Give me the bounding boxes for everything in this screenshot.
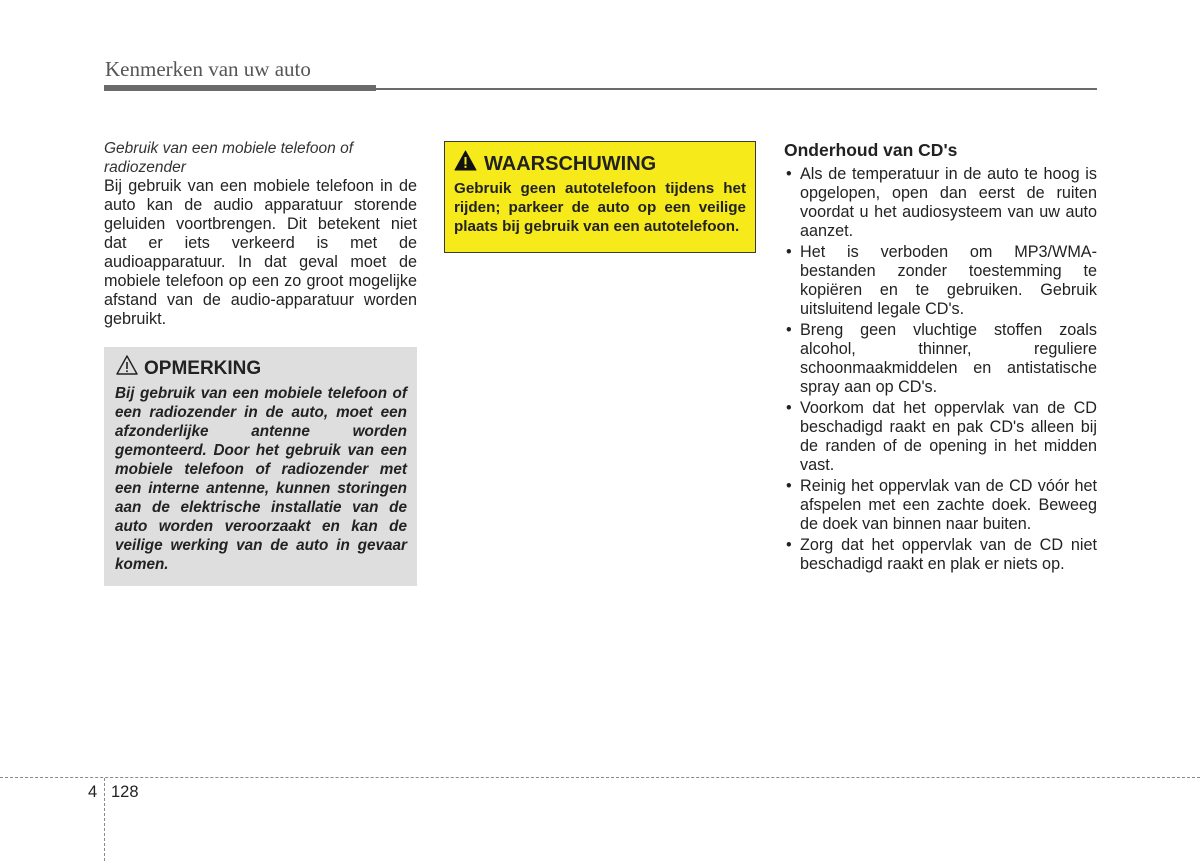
- list-item-text: Als de temperatuur in de auto te hoog is opgelopen, open dan eerst de ruiten voordat u het audiosysteem van uw auto aanzet.: [800, 165, 1097, 240]
- cd-care-list: [784, 165, 1097, 574]
- caution-outline-icon: [116, 355, 138, 382]
- header-rule-thin: [376, 88, 1097, 90]
- bullet-icon: •: [786, 399, 792, 417]
- list-item: [784, 243, 1097, 319]
- note-title: OPMERKING: [144, 357, 262, 379]
- list-item-text: Breng geen vluchtige stoffen zoals alcohol, thinner, reguliere schoonmaakmiddelen en antistatische spray aan op CD's.: [800, 321, 1097, 396]
- list-item: [784, 399, 1097, 475]
- section-subheading: Gebruik van een mobiele telefoon of radiozender: [104, 140, 354, 176]
- footer-dashed-rule: [0, 777, 1200, 778]
- warning-title: WAARSCHUWING: [484, 152, 657, 175]
- list-item: [784, 165, 1097, 241]
- bullet-icon: •: [786, 243, 792, 261]
- list-item-text: Zorg dat het oppervlak van de CD niet beschadigd raakt en plak er niets op.: [800, 536, 1097, 573]
- header-rule-thick: [104, 85, 376, 91]
- page-header-title: Kenmerken van uw auto: [105, 57, 311, 81]
- bullet-icon: •: [786, 321, 792, 339]
- footer-vertical-rule: [104, 778, 105, 861]
- right-column: [784, 139, 1097, 576]
- note-body: Bij gebruik van een mobiele telefoon of een radiozender in de auto, moet een afzonderlijke antenne worden gemonteerd. Door het gebruik van een mobiele telefoon of radiozender met een interne antenne, kunnen storingen aan de elektrische installatie van de auto worden veroorzaakt en kan de veilige werking van de auto in gevaar komen.: [115, 385, 407, 573]
- paragraph-text: Bij gebruik van een mobiele telefoon in de auto kan de audio apparatuur storende geluiden voortbrengen. Dit betekent niet dat er iets verkeerd is met de audioapparatuur. In dat geval moet de mobiele telefoon op een zo groot mogelijke afstand van de audio-apparatuur worden gebruikt.: [104, 177, 417, 328]
- chapter-number: 4: [88, 783, 98, 801]
- warning-body: Gebruik geen autotelefoon tijdens het rijden; parkeer de auto op een veilige plaats bij gebruik van een autotelefoon.: [454, 180, 746, 235]
- list-item: [784, 536, 1097, 574]
- page-number: 128: [111, 783, 139, 801]
- list-item-text: Het is verboden om MP3/WMA-bestanden zonder toestemming te kopiëren en te gebruiken. Gebruik uitsluitend legale CD's.: [800, 243, 1097, 318]
- list-item: [784, 321, 1097, 397]
- list-item: [784, 477, 1097, 534]
- bullet-icon: •: [786, 536, 792, 554]
- bullet-icon: •: [786, 165, 792, 183]
- warning-box: [444, 141, 756, 253]
- note-heading: [116, 355, 407, 382]
- warning-triangle-icon: [454, 150, 477, 177]
- mobile-phone-paragraph: [104, 177, 417, 329]
- cd-care-title: Onderhoud van CD's: [784, 140, 958, 160]
- warning-heading: [454, 150, 746, 177]
- list-item-text: Reinig het oppervlak van de CD vóór het afspelen met een zachte doek. Beweeg de doek van binnen naar buiten.: [800, 477, 1097, 533]
- header-rule: [104, 85, 1097, 91]
- bullet-icon: •: [786, 477, 792, 495]
- list-item-text: Voorkom dat het oppervlak van de CD beschadigd raakt en pak CD's alleen bij de randen of de opening in het midden vast.: [800, 399, 1097, 474]
- left-column: [104, 139, 417, 586]
- middle-column: [444, 141, 756, 253]
- note-box: [104, 347, 417, 586]
